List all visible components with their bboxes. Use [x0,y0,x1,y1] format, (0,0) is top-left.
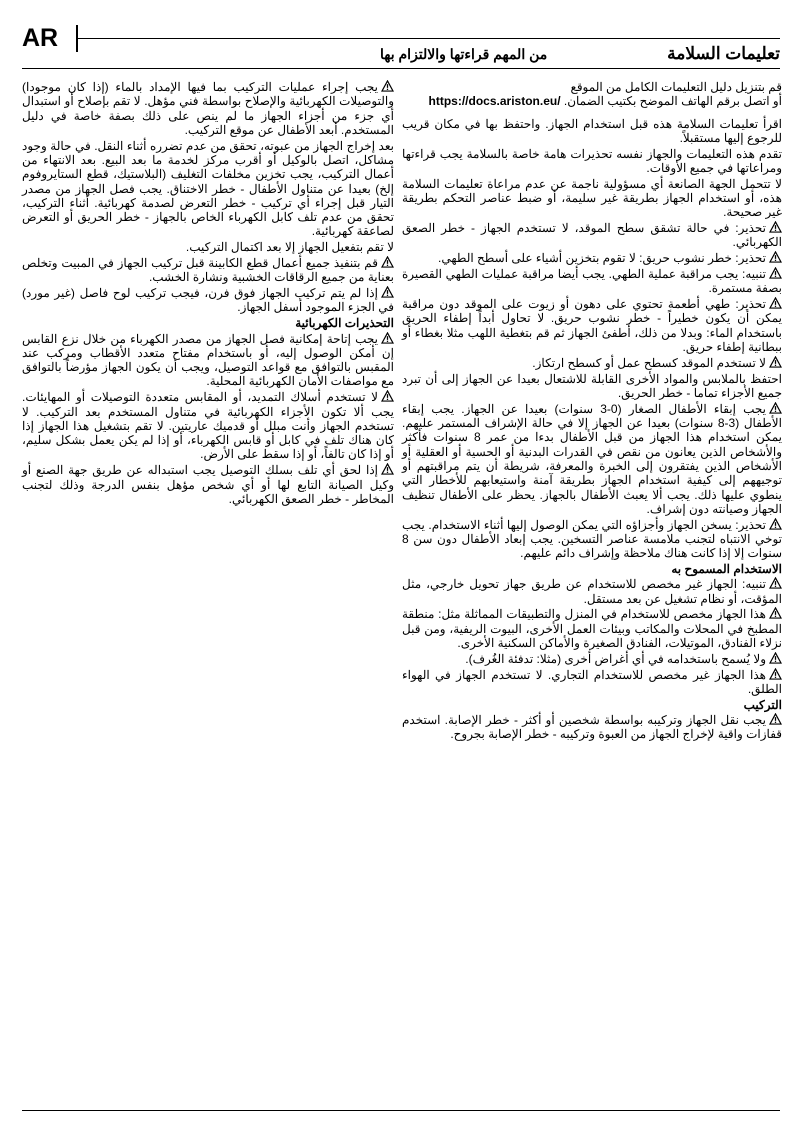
warning-text: هذا الجهاز مخصص للاستخدام في المنزل والتطبيقات المماثلة مثل: منطقة المطبخ في المحلات والمكاتب وبيئات العمل الأخرى، البيوت الريفية، ومن قبل نزلاء الفنادق، الموتيلات، الفنادق الصغيرة والأماكن السكنية الأخرى. [402,607,782,650]
warning-icon [769,713,782,725]
warning-item [402,221,782,250]
section-heading-permitted-use: الاستخدام المسموح به [671,562,782,576]
warning-item [22,286,394,315]
warning-text: تحذير: في حالة تشقق سطح الموقد، لا تستخدم الجهاز - خطر الصعق الكهربائي. [402,221,782,250]
language-code: AR [22,24,59,52]
left-column [22,80,394,508]
warning-icon [381,463,394,475]
section-heading-installation: التركيب [743,697,782,712]
warning-item [402,713,782,742]
warning-icon [769,518,782,530]
paragraph: بعد إخراج الجهاز من عبوته، تحقق من عدم تضرره أثناء النقل. في حالة وجود مشاكل، اتصل بالوكيل أو أقرب مركز لخدمة ما بعد البيع. بعد الانتهاء من أعمال التركيب، يجب تخزين مخلفات التغليف (البلاستيك، قطع الستايروفوم إلخ) بعيدا عن متناول الأطفال - خطر الاختناق. يجب فصل الجهاز من مصدر التيار قبل إجراء أي تركيب - خطر التعرض لصدمة كهربائية. أثناء التركيب، تحقق من عدم تلف كابل الكهرباء الخاص بالجهاز - خطر الحريق أو التعرض لصاعقة كهربائية. [22,138,394,239]
warning-icon [769,251,782,263]
paragraph: لا تتحمل الجهة الصانعة أي مسؤولية ناجمة عن عدم مراعاة تعليمات السلامة هذه، أو استخدام الجهاز بطريقة غير سليمة، أو ضبط عناصر التحكم بطريقة غير صحيحة. [402,176,782,220]
page-title: تعليمات السلامة [667,44,780,63]
warning-icon [769,356,782,368]
warning-text: تحذير: يسخن الجهاز وأجزاؤه التي يمكن الوصول إليها أثناء الاستخدام. يجب توخي الانتباه لتجنب ملامسة عناصر التسخين. يجب إبعاد الأطفال دون سن 8 سنوات إلا إذا كانت هناك ملاحظة وإشراف دائم عليهم. [402,517,782,561]
warning-icon [381,332,394,344]
paragraph: اقرأ تعليمات السلامة هذه قبل استخدام الجهاز. واحتفظ بها في مكان قريب للرجوع إليها مستقبلاً. [402,116,782,145]
section-heading-electrical: التحذيرات الكهربائية [295,316,394,331]
warning-item [402,356,782,370]
warning-text: يجب إتاحة إمكانية فصل الجهاز من مصدر الكهرباء من خلال نزع القابس إن أمكن الوصول إليه، أو باستخدام مفتاح متعدد الأقطاب ومركب عند المقبس بالتوافق مع قواعد التوصيل، ويجب أن يكون الجهاز مؤرضاً بالتوافق مع مواصفات الأمان الكهربائية المحلية. [22,331,394,389]
warning-text: يجب إبقاء الأطفال الصغار (0-3 سنوات) بعيدا عن الجهاز. يجب إبقاء الأطفال (3-8 سنوات) بعيدا عن الجهاز إلا في حالة الإشراف المستمر عليهم. يمكن استخدام هذا الجهاز من قبل الأطفال بدءا من عمر 8 سنوات فأكثر والأشخاص الذين يعانون من نقص في القدرات البدنية أو الحسية أو العقلية أو الأشخاص الذين يفتقرون إلى الخبرة والمعرفة، شريطة أن يتم مراقبتهم أو توجيههم إلى كيفية استخدام الجهاز بطريقة آمنة واستيعابهم للأخطار التي ينطوي عليها ذلك. يجب ألا يعبث الأطفال بالجهاز. يحظر على الأطفال تنظيف الجهاز وصيانته دون إشراف. [402,401,782,516]
warning-icon [769,652,782,664]
warning-icon [769,668,782,680]
paragraph: لا تقم بتفعيل الجهاز إلا بعد اكتمال التركيب. [185,240,394,255]
right-column [402,80,782,743]
warning-item [22,390,394,461]
warning-text: ولا يُسمح باستخدامه في أي أغراض أخرى (مثلا: تدفئة الغُرف). [465,651,766,666]
warning-text: تنبيه: الجهاز غير مخصص للاستخدام عن طريق جهاز تحويل خارجي، مثل المؤقت، أو نظام تشغيل عن بعد مستقل. [402,577,782,606]
warning-text: يجب إجراء عمليات التركيب بما فيها الإمداد بالماء (إذا كان موجودا) والتوصيلات الكهربائية والإصلاح بواسطة فني مؤهل. لا تقم بإصلاح أو استبدال أي جزء من أجزاء الجهاز ما لم ينص على ذلك بصفة خاصة في دليل المستخدم. أبعد الأطفال عن موقع التركيب. [22,80,394,137]
warning-item [402,652,782,666]
warning-text: هذا الجهاز غير مخصص للاستخدام التجاري. لا تستخدم الجهاز في الهواء الطلق. [402,667,782,696]
warning-item [402,607,782,650]
warning-item [22,332,394,389]
warning-text: إذا لم يتم تركيب الجهاز فوق فرن، فيجب تركيب لوح فاصل (غير مورد) في الجزء الموجود أسفل الجهاز. [22,286,394,315]
warning-text: لا تستخدم أسلاك التمديد، أو المقابس متعددة التوصيلات أو المهايئات. يجب ألا تكون الأجزاء الكهربائية في متناول المستخدم بعد التركيب. لا تستخدم الجهاز وأنت مبلل أو قدميك عاريتين. لا تقم بتشغيل هذا الجهاز إذا كان هناك تلف في كابل أو قابس الكهرباء، أو إذا لم يكن يعمل بشكل سليم، أو إذا كان تالفاً، أو إذا سقط على الأرض. [22,390,394,462]
warning-icon [381,390,394,402]
download-prefix: قم بتنزيل دليل التعليمات الكامل من الموقع [570,80,782,94]
header-rule [22,68,780,69]
warning-item [402,251,782,265]
warning-icon [769,267,782,279]
download-suffix: أو اتصل برقم الهاتف الموضح بكتيب الضمان. [563,94,782,109]
warning-icon [769,221,782,233]
footer-rule [22,1110,780,1111]
warning-item [402,668,782,697]
warning-icon [769,297,782,309]
warning-text: تحذير: خطر نشوب حريق: لا تقوم بتخزين أشياء على أسطح الطهي. [438,251,766,266]
download-link[interactable]: https://docs.ariston.eu/ [428,94,561,109]
warning-icon [769,607,782,619]
warning-text: يجب نقل الجهاز وتركيبه بواسطة شخصين أو أكثر - خطر الإصابة. استخدم قفازات واقية لإخراج الجهاز من العبوة وتركيبه - خطر الإصابة بجروح. [402,712,782,742]
warning-icon [769,577,782,589]
warning-icon [381,256,394,268]
paragraph: تقدم هذه التعليمات والجهاز نفسه تحذيرات هامة خاصة بالسلامة يجب قراءتها ومراعاتها في جميع الأوقات. [402,146,782,175]
warning-item [22,80,394,137]
paragraph: احتفظ بالملابس والمواد الأخرى القابلة للاشتعال بعيدا عن الجهاز إلى أن تبرد جميع الأجزاء تماما - خطر الحريق. [402,371,782,400]
warning-item [402,297,782,354]
warning-icon [381,80,394,92]
warning-item [402,267,782,296]
warning-item [402,402,782,516]
warning-icon [381,286,394,298]
warning-item [22,256,394,285]
page-subtitle: من المهم قراءتها والالتزام بها [380,46,548,62]
top-rule [76,38,780,39]
warning-text: إذا لحق أي تلف بسلك التوصيل يجب استبداله عن طريق جهة الصنع أو وكيل الصيانة التابع لها أو أي شخص مؤهل بنفس الدرجة وذلك لتجنب المخاطر - خطر الصعق الكهربائي. [22,463,394,506]
warning-text: لا تستخدم الموقد كسطح عمل أو كسطح ارتكاز. [532,355,766,370]
warning-text: تحذير: طهي أطعمة تحتوي على دهون أو زيوت على الموقد دون مراقبة يمكن أن يكون خطيراً - خطر نشوب حريق. لا تحاول أبداً إطفاء الحريق باستخدام الماء: وبدلا من ذلك، أطفئ الجهاز ثم قم بتغطية اللهب مثلا بغطاء أو ببطانية إطفاء حريق. [402,297,782,355]
warning-item [402,518,782,561]
warning-text: قم بتنفيذ جميع أعمال قطع الكابينة قبل تركيب الجهاز في المبيت وتخلص بعناية من جميع الرقاقات الخشبية ونشارة الخشب. [22,256,394,285]
warning-icon [769,402,782,414]
warning-item [22,463,394,506]
download-note [402,80,782,109]
warning-text: تنبيه: يجب مراقبة عملية الطهي. يجب أيضا مراقبة عمليات الطهي القصيرة بصفة مستمرة. [402,267,782,296]
warning-item [402,577,782,606]
